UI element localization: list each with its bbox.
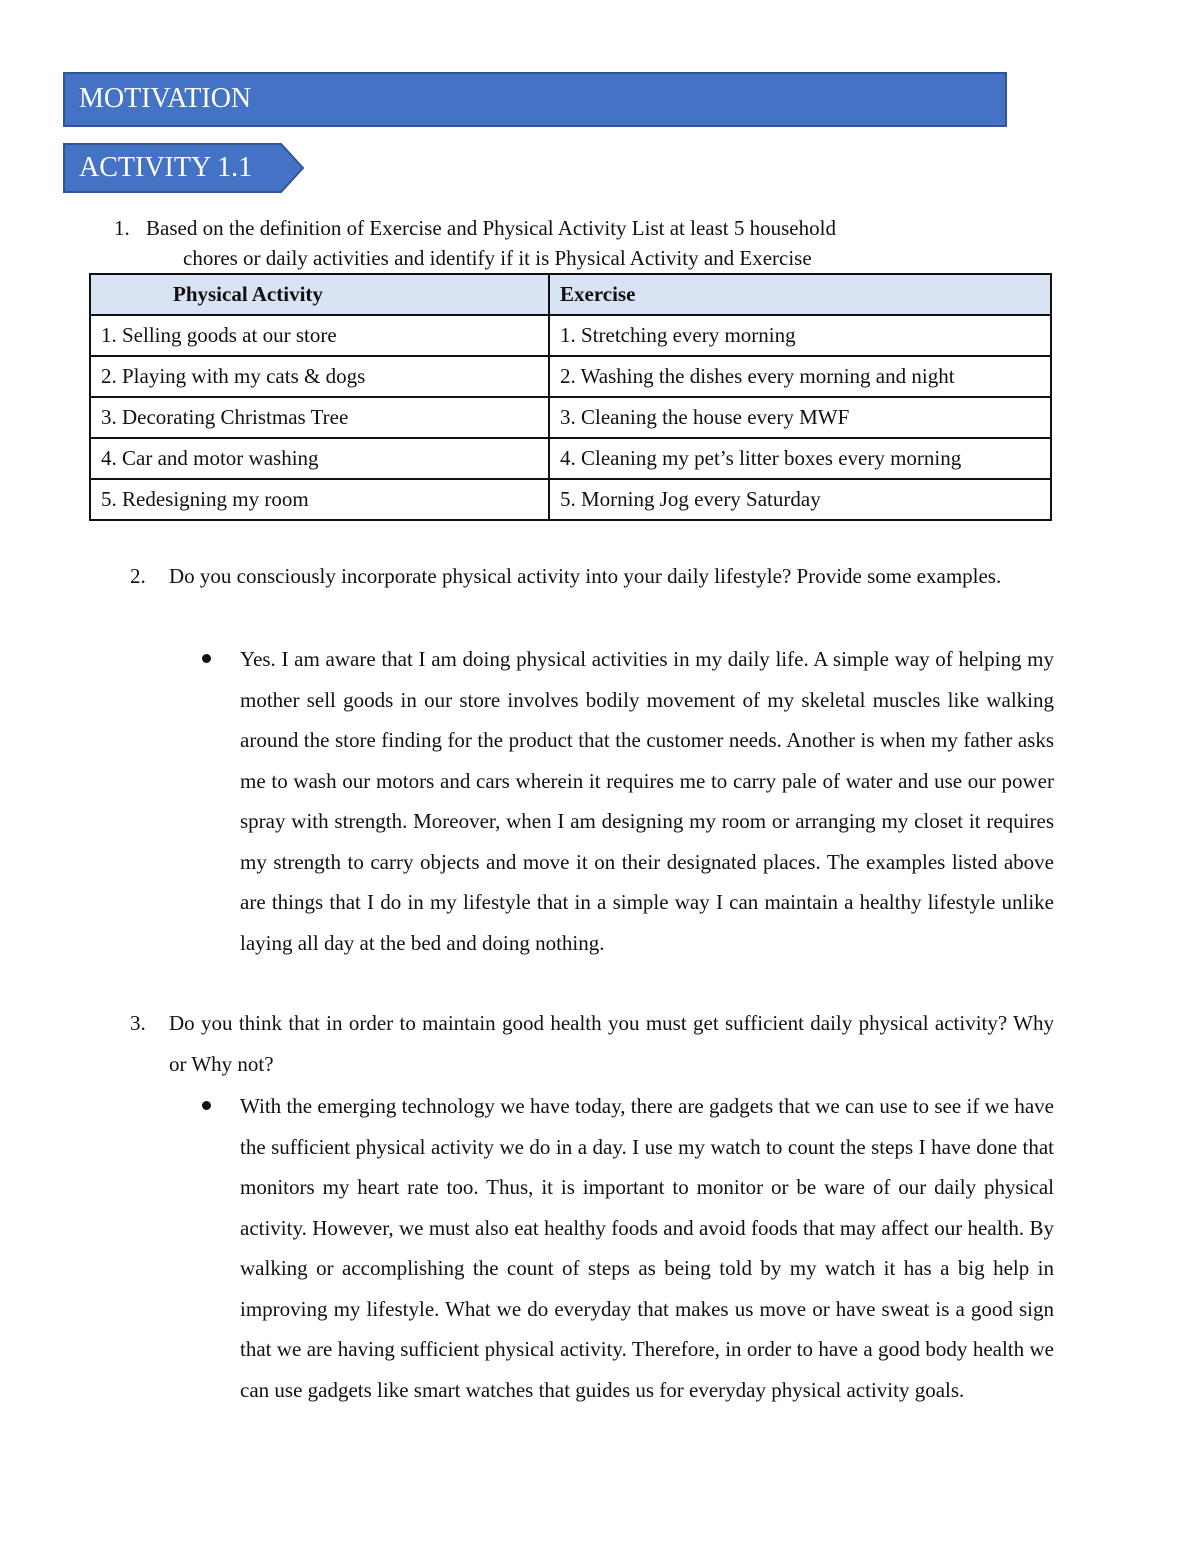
question-2-text: Do you consciously incorporate physical activity into your daily lifestyle? Provide some examples.: [169, 564, 1002, 588]
table-row: [90, 356, 1051, 397]
exercise-cell: 5. Morning Jog every Saturday: [549, 479, 1051, 520]
exercise-cell: 4. Cleaning my pet’s litter boxes every morning: [549, 438, 1051, 479]
physical-activity-cell: 3. Decorating Christmas Tree: [90, 397, 549, 438]
physical-activity-cell: 5. Redesigning my room: [90, 479, 549, 520]
question-3-text: Do you think that in order to maintain good health you must get sufficient daily physical activity? Why or Why not?: [169, 1011, 1054, 1076]
activity-title: ACTIVITY 1.1: [79, 152, 253, 183]
table-row: [90, 438, 1051, 479]
answer-3-text: With the emerging technology we have today, there are gadgets that we can use to see if we have the sufficient physical activity we do in a day. I use my watch to count the steps I have done that monitors my heart rate too. Thus, it is important to monitor or be ware of our daily physical activity. However, we must also eat healthy foods and avoid foods that may affect our health. By walking or accomplishing the count of steps as being told by my watch it has a big help in improving my lifestyle. What we do everyday that makes us move or have sweat is a good sign that we are having sufficient physical activity. Therefore, in order to have a good body health we can use gadgets like smart watches that guides us for everyday physical activity goals.: [240, 1094, 1054, 1402]
activity-table: [89, 273, 1052, 521]
header-physical-activity: Physical Activity: [90, 274, 549, 315]
answer-2: [196, 639, 1054, 963]
bullet-icon: [202, 1101, 211, 1110]
question-1-line-2: chores or daily activities and identify if it is Physical Activity and Exercise: [183, 246, 812, 270]
question-1-text: Based on the definition of Exercise and Physical Activity List at least 5 household: [146, 216, 836, 240]
answer-2-text: Yes. I am aware that I am doing physical activities in my daily life. A simple way of helping my mother sell goods in our store involves bodily movement of my skeletal muscles like walking around the store finding for the product that the customer needs. Another is when my father asks me to wash our motors and cars wherein it requires me to carry pale of water and use our power spray with strength. Moreover, when I am designing my room or arranging my closet it requires my strength to carry objects and move it on their designated places. The examples listed above are things that I do in my lifestyle that in a simple way I can maintain a healthy lifestyle unlike laying all day at the bed and doing nothing.: [240, 647, 1054, 955]
physical-activity-cell: 4. Car and motor washing: [90, 438, 549, 479]
question-3-number: 3.: [130, 1011, 146, 1035]
header-exercise: Exercise: [549, 274, 1051, 315]
physical-activity-cell: 1. Selling goods at our store: [90, 315, 549, 356]
question-2-number: 2.: [130, 564, 146, 588]
question-3: [130, 1003, 1054, 1084]
table-row: [90, 397, 1051, 438]
exercise-cell: 2. Washing the dishes every morning and night: [549, 356, 1051, 397]
bullet-icon: [202, 654, 211, 663]
banner-title: MOTIVATION: [79, 83, 252, 114]
physical-activity-cell: 2. Playing with my cats & dogs: [90, 356, 549, 397]
motivation-banner: [63, 72, 1007, 127]
table-row: [90, 315, 1051, 356]
activity-tag: [63, 143, 305, 193]
answer-3: [196, 1086, 1054, 1410]
table-row: [90, 479, 1051, 520]
question-1-line-1: [114, 216, 836, 241]
exercise-cell: 3. Cleaning the house every MWF: [549, 397, 1051, 438]
question-2: [130, 556, 1054, 597]
exercise-cell: 1. Stretching every morning: [549, 315, 1051, 356]
question-1-number: 1.: [114, 216, 130, 240]
table-header-row: [90, 274, 1051, 315]
